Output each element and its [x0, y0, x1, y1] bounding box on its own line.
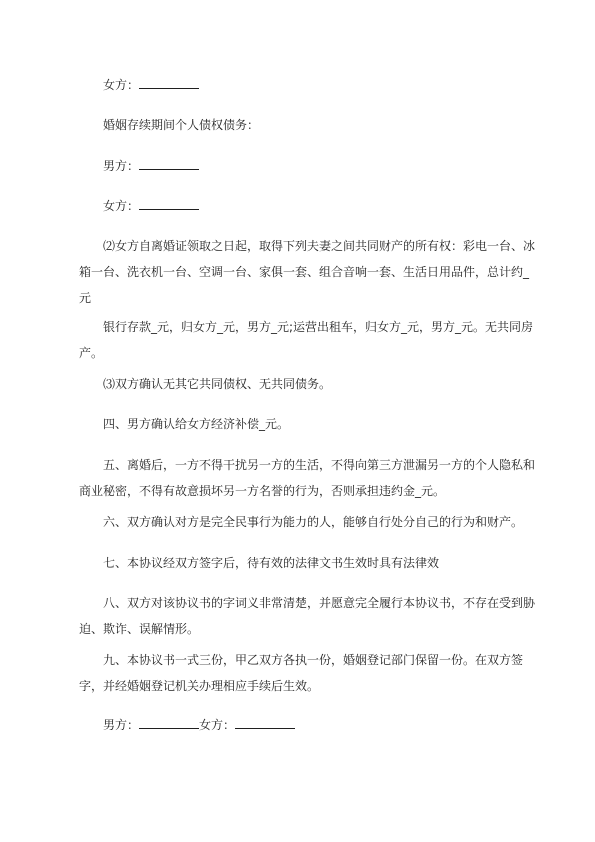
paragraph-no-joint-debt: ⑶双方确认无其它共同债权、无共同债务。 [103, 377, 332, 391]
paragraph-capacity: 六、双方确认对方是完全民事行为能力的人，能够自行处分自己的行为和财产。 [103, 515, 524, 529]
paragraph-bank-deposit: 银行存款_元，归女方_元，男方_元;运营出租车，归女方_元，男方_元。无共同房产。 [79, 320, 534, 360]
female-blank[interactable] [139, 75, 199, 89]
male-party-line [79, 153, 539, 179]
sign-female-blank[interactable] [235, 715, 295, 729]
female-label: 女方： [103, 78, 140, 92]
female-blank-2[interactable] [139, 196, 199, 210]
section-title-debts: 婚姻存续期间个人债权债务： [103, 118, 260, 132]
sign-male-label: 男方： [103, 718, 140, 732]
paragraph-property-female: ⑵女方自离婚证领取之日起，取得下列夫妻之间共同财产的所有权：彩电一台、冰箱一台、洗衣机一台、空调一台、家俱一套、组合音响一套、生活日用品件，总计约_元 [79, 239, 536, 305]
female-label-2: 女方： [103, 199, 140, 213]
paragraph-privacy: 五、离婚后，一方不得干扰另一方的生活，不得向第三方泄漏另一方的个人隐私和商业秘密，不得有故意损坏另一方名誉的行为，否则承担违约金_元。 [79, 458, 536, 498]
female-party-line [79, 72, 539, 98]
male-label: 男方： [103, 159, 140, 173]
paragraph-copies: 九、本协议书一式三份，甲乙双方各执一份，婚姻登记部门保留一份。在双方签字，并经婚姻登记机关办理相应手续后生效。 [79, 653, 524, 693]
sign-female-label: 女方： [199, 718, 236, 732]
signature-line [79, 712, 539, 738]
paragraph-understanding: 八、双方对该协议书的字词义非常清楚，并愿意完全履行本协议书，不存在受到胁迫、欺诈、误解情形。 [79, 596, 536, 636]
female-party-line-2 [79, 193, 539, 219]
sign-male-blank[interactable] [139, 715, 199, 729]
paragraph-compensation: 四、男方确认给女方经济补偿_元。 [103, 417, 290, 431]
male-blank[interactable] [139, 156, 199, 170]
paragraph-effect: 七、本协议经双方签字后，待有效的法律文书生效时具有法律效 [103, 556, 440, 570]
